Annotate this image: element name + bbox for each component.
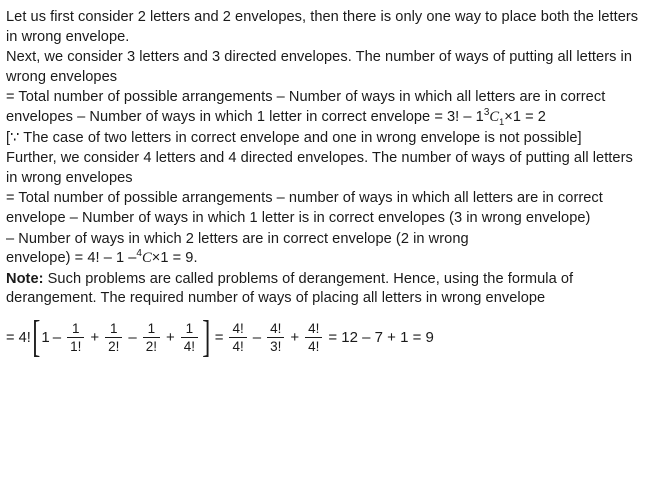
paragraph-3-text: = Total number of possible arrangements – Number of ways in which all letters are in correct envelopes – Number of ways in which 1 letter in correct <box>6 89 606 125</box>
fraction-4-numerator: 1 <box>185 320 194 336</box>
plus-3: + <box>290 329 300 347</box>
fraction-2-numerator: 1 <box>110 320 118 336</box>
fraction-2 <box>105 321 122 354</box>
equation-inline-2-c: C <box>141 250 152 267</box>
paragraph-3 <box>6 88 645 127</box>
fraction-6-numerator: 4! <box>270 320 282 336</box>
paragraph-7 <box>6 230 645 269</box>
fraction-4 <box>181 321 198 354</box>
equals-2: = 12 – 7 + 1 = 9 <box>328 329 434 347</box>
fraction-5 <box>229 321 246 354</box>
paragraph-5: Further, we consider 4 letters and 4 directed envelopes. The number of ways of putting all letters in wrong envelopes <box>6 150 633 186</box>
equation-inline-2-superscript: 4 <box>136 248 142 260</box>
note-text: Such problems are called problems of derangement. Hence, using the formula of derangement. The required number of ways of placing all letters in wrong envelope <box>6 270 574 307</box>
fraction-3 <box>143 321 160 354</box>
minus-2: – <box>128 329 137 347</box>
fraction-1-numerator: 1 <box>71 320 80 336</box>
plus-2: + <box>166 329 175 347</box>
equation-inline-1-c: C <box>489 108 500 125</box>
equation-inline-1-subscript: 1 <box>499 116 505 127</box>
equation-inline-1-tail: ×1 = 2 <box>504 108 546 125</box>
equation-inline-2-tail: ×1 = 9. <box>151 250 198 267</box>
minus-1: – <box>52 329 62 347</box>
minus-3: – <box>252 329 262 347</box>
paragraph-8 <box>6 270 645 309</box>
paragraph-4: [∵ The case of two letters in correct envelope and one in wrong envelope is not possible] <box>6 129 582 146</box>
term-one: 1 <box>41 329 50 347</box>
fraction-3-numerator: 1 <box>147 320 156 336</box>
fraction-5-denominator: 4! <box>232 339 244 355</box>
fraction-7-numerator: 4! <box>308 320 320 336</box>
final-equation-lead: = 4! <box>6 329 31 346</box>
fraction-1-denominator: 1! <box>70 339 82 355</box>
equation-inline-2 <box>6 250 198 266</box>
paragraph-6: = Total number of possible arrangements – number of ways in which all letters are in correct envelope – Number of ways in which 1 letter is in correct envelopes (3 in wrong envelope) <box>6 190 603 226</box>
fraction-2-denominator: 2! <box>108 339 120 355</box>
paragraph-7-text: – Number of ways in which 2 letters are in correct envelope (2 in wrong <box>6 230 469 247</box>
bracket-open: [ <box>32 312 41 362</box>
plus-1: + <box>90 329 100 347</box>
fraction-6 <box>267 321 284 354</box>
fraction-1 <box>67 321 84 354</box>
fraction-5-numerator: 4! <box>232 320 244 336</box>
equation-inline-2-lead: envelope) = 4! – 1 – <box>6 250 137 267</box>
paragraph-1: Let us first consider 2 letters and 2 envelopes, then there is only one way to place both the letters in wrong envelope. <box>6 9 639 45</box>
fraction-7 <box>305 321 322 354</box>
fraction-6-denominator: 3! <box>270 339 282 355</box>
equation-inline-1-superscript: 3 <box>483 107 490 119</box>
paragraph-2: Next, we consider 3 letters and 3 directed envelopes. The number of ways of putting all letters in wrong envelopes <box>6 49 633 85</box>
equals-1: = <box>214 329 224 347</box>
equation-inline-1 <box>371 109 546 125</box>
equation-inline-1-lead: envelope = 3! – 1 <box>370 108 484 125</box>
fraction-4-denominator: 4! <box>183 339 196 355</box>
fraction-7-denominator: 4! <box>308 339 320 355</box>
bracket-close: ] <box>202 312 211 362</box>
note-label: Note: <box>6 270 44 287</box>
final-equation <box>6 312 645 362</box>
fraction-3-denominator: 2! <box>145 339 157 355</box>
